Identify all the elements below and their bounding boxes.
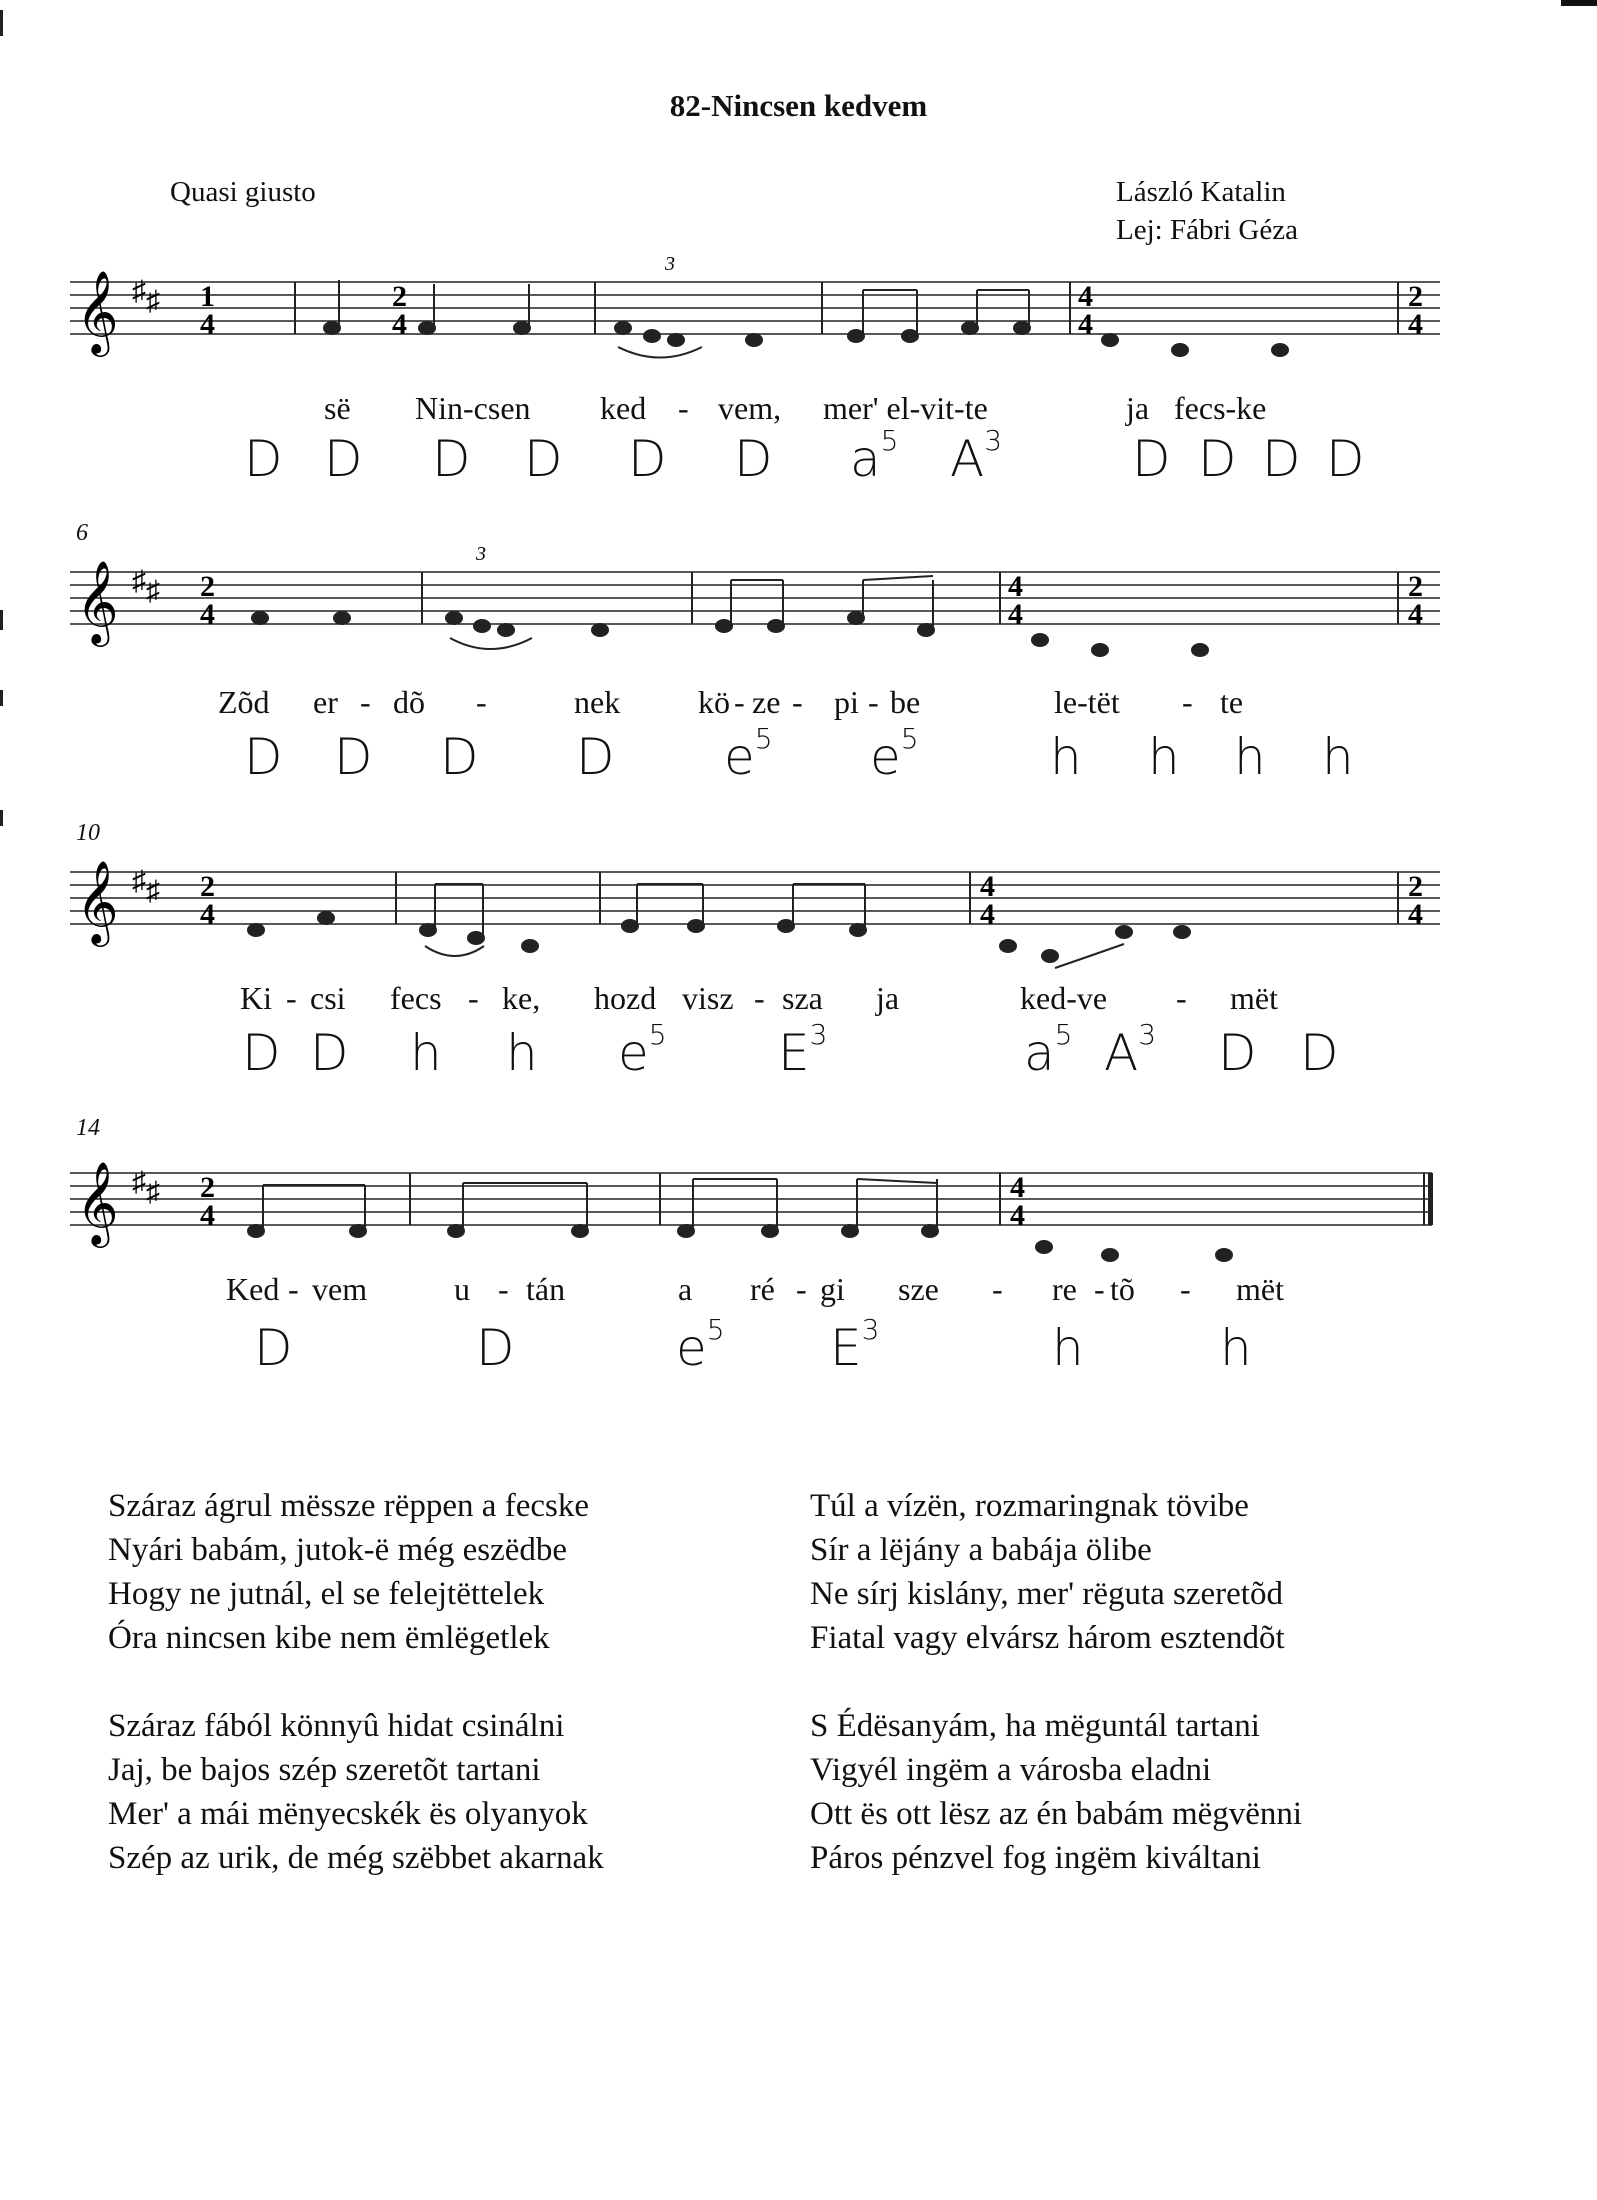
lyric-syllable: nek <box>574 684 621 720</box>
lyric-syllable: tán <box>526 1271 566 1307</box>
stanza-line: Vigyél ingëm a városba eladni <box>810 1752 1212 1788</box>
chord-symbol: h <box>506 1024 538 1082</box>
svg-text:4: 4 <box>1078 280 1093 313</box>
svg-text:4: 4 <box>1010 1199 1025 1232</box>
svg-text:4: 4 <box>1008 570 1023 603</box>
lyric-syllable: - <box>1182 684 1193 720</box>
tuplet-label: 3 <box>665 253 675 275</box>
chord-symbol: h <box>1322 728 1354 786</box>
page-title: 82-Nincsen kedvem <box>669 88 928 123</box>
stanza-line: Száraz ágrul mëssze rëppen a fecske <box>108 1488 589 1524</box>
svg-text:♯: ♯ <box>146 1177 160 1208</box>
lyric-syllable: ja <box>876 980 900 1016</box>
music-system-2 <box>70 520 1440 810</box>
svg-text:♯: ♯ <box>146 876 160 907</box>
chord-symbol: $e^5$ <box>870 722 919 786</box>
measure-number: 14 <box>76 1115 100 1141</box>
chord-symbol: h <box>1148 728 1180 786</box>
lyric-syllable: Zõd <box>218 684 270 720</box>
svg-text:♯: ♯ <box>132 566 146 597</box>
lyric-syllable: Nin-csen <box>415 390 531 426</box>
chord-symbol: h <box>1050 728 1082 786</box>
svg-text:2: 2 <box>392 280 407 313</box>
lyric-syllable: visz <box>682 980 734 1016</box>
svg-text:4: 4 <box>200 898 215 931</box>
lyric-syllable: - <box>1176 980 1187 1016</box>
staff-svg <box>70 1115 1440 1285</box>
svg-text:♯: ♯ <box>146 286 160 317</box>
lyric-syllable: Ki <box>240 980 272 1016</box>
lyric-syllable: sze <box>898 1271 939 1307</box>
lyric-syllable: - <box>498 1271 509 1307</box>
chord-symbol: $A^3$ <box>950 424 1003 488</box>
stanza-line: Ne sírj kislány, mer' rëguta szeretõd <box>810 1576 1283 1612</box>
svg-text:4: 4 <box>1408 898 1423 931</box>
chord-symbol: h <box>1234 728 1266 786</box>
lyric-syllable: ked-ve <box>1020 980 1108 1016</box>
lyric-syllable: tõ <box>1110 1271 1135 1307</box>
lyric-syllable: te <box>1220 684 1244 720</box>
lyric-syllable: dõ <box>393 684 425 720</box>
chord-symbol: $a^5$ <box>850 424 899 488</box>
scan-edge-mark <box>0 810 3 826</box>
svg-text:♯: ♯ <box>132 276 146 307</box>
stanza-line: Ott ës ott lësz az én babám mëgvënni <box>810 1796 1303 1832</box>
lyric-syllable: - <box>468 980 479 1016</box>
chord-symbol: D <box>324 430 363 488</box>
svg-text:4: 4 <box>392 308 407 341</box>
tuplet-label: 3 <box>476 543 486 565</box>
chord-symbol: $e^5$ <box>618 1018 667 1082</box>
stanza <box>108 1704 748 1880</box>
svg-text:4: 4 <box>1408 308 1423 341</box>
measure-number: 6 <box>76 520 88 546</box>
lyric-syllable: u <box>454 1271 470 1307</box>
lyric-syllable: së <box>324 390 351 426</box>
chord-symbol: D <box>476 1319 515 1377</box>
svg-text:4: 4 <box>1078 308 1093 341</box>
svg-text:𝄞: 𝄞 <box>76 269 119 353</box>
scan-edge-mark <box>0 10 3 36</box>
lyric-syllable: - <box>678 390 689 426</box>
stanza-line: Száraz fából könnyû hidat csinálni <box>108 1708 565 1744</box>
music-system-4 <box>70 1115 1440 1405</box>
scan-mark <box>1561 0 1597 6</box>
chord-symbol: h <box>1220 1319 1252 1377</box>
stanza-line: Sír a lëjány a babája ölibe <box>810 1532 1152 1568</box>
lyric-syllable: - <box>476 684 487 720</box>
lyric-syllable: vem <box>312 1271 368 1307</box>
svg-text:2: 2 <box>1408 870 1423 903</box>
transcriber-credit: Lej: Fábri Géza <box>1116 214 1298 246</box>
chord-symbol: D <box>244 430 283 488</box>
lyric-syllable: - <box>796 1271 807 1307</box>
lyric-syllable: - <box>992 1271 1003 1307</box>
chord-symbol: $E^3$ <box>778 1018 828 1082</box>
chord-symbol: D <box>254 1319 293 1377</box>
lyric-syllable: ré <box>750 1271 775 1307</box>
tempo-marking: Quasi giusto <box>170 176 316 208</box>
lyric-syllable: er <box>313 684 338 720</box>
chord-symbol: $e^5$ <box>724 722 773 786</box>
stanza-line: Szép az urik, de még szëbbet akarnak <box>108 1840 604 1876</box>
svg-text:1: 1 <box>200 280 215 313</box>
svg-text:4: 4 <box>1008 598 1023 631</box>
lyric-syllable: Ked <box>226 1271 280 1307</box>
lyric-syllable: mer' el-vit-te <box>823 390 988 426</box>
lyric-syllable: - <box>734 684 745 720</box>
stanza-line: Nyári babám, jutok-ë még eszëdbe <box>108 1532 568 1568</box>
chord-symbol: D <box>628 430 667 488</box>
chord-symbol: D <box>432 430 471 488</box>
chord-symbol: D <box>1218 1024 1257 1082</box>
svg-text:4: 4 <box>200 598 215 631</box>
lyric-syllable: a <box>678 1271 693 1307</box>
lyric-syllable: - <box>360 684 371 720</box>
chord-symbol: D <box>1300 1024 1339 1082</box>
lyric-syllable: fecs <box>390 980 442 1016</box>
staff-svg <box>70 820 1440 990</box>
stanza-line: Túl a vízën, rozmaringnak tövibe <box>810 1488 1249 1524</box>
lyric-syllable: ze <box>752 684 781 720</box>
chord-symbol: $e^5$ <box>676 1313 725 1377</box>
svg-text:𝄞: 𝄞 <box>76 559 119 643</box>
lyric-syllable: fecs-ke <box>1174 390 1267 426</box>
stanza <box>810 1484 1450 1660</box>
lyric-syllable: - <box>792 684 803 720</box>
lyric-syllable: - <box>1180 1271 1191 1307</box>
chord-symbol: D <box>1326 430 1365 488</box>
chord-symbol: D <box>1262 430 1301 488</box>
lyric-syllable: - <box>288 1271 299 1307</box>
lyric-syllable: - <box>754 980 765 1016</box>
svg-text:♯: ♯ <box>132 866 146 897</box>
svg-text:4: 4 <box>1010 1171 1025 1204</box>
chord-symbol: D <box>1198 430 1237 488</box>
stanza-line: Hogy ne jutnál, el se felejtëttelek <box>108 1576 545 1612</box>
lyric-syllable: - <box>286 980 297 1016</box>
lyric-syllable: le-tët <box>1054 684 1120 720</box>
svg-text:4: 4 <box>980 870 995 903</box>
chord-symbol: D <box>244 728 283 786</box>
chord-symbol: D <box>734 430 773 488</box>
lyric-syllable: mët <box>1230 980 1278 1016</box>
svg-text:4: 4 <box>980 898 995 931</box>
svg-text:𝄞: 𝄞 <box>76 859 119 943</box>
music-system-3 <box>70 820 1440 1110</box>
svg-text:4: 4 <box>200 1199 215 1232</box>
lyric-syllable: ked <box>600 390 647 426</box>
stanza-line: Mer' a mái mënyecskék ës olyanyok <box>108 1796 588 1832</box>
chord-symbol: $E^3$ <box>830 1313 880 1377</box>
svg-text:2: 2 <box>1408 280 1423 313</box>
stanza-line: Jaj, be bajos szép szeretõt tartani <box>108 1752 541 1788</box>
svg-text:2: 2 <box>200 870 215 903</box>
lyric-syllable: gi <box>820 1271 845 1307</box>
stanza-line: Fiatal vagy elvársz három esztendõt <box>810 1620 1285 1656</box>
svg-text:2: 2 <box>200 1171 215 1204</box>
lyric-syllable: - <box>868 684 879 720</box>
author-credit: László Katalin <box>1116 176 1286 208</box>
scan-edge-mark <box>0 690 3 706</box>
chord-symbol: D <box>1132 430 1171 488</box>
lyric-syllable: kö <box>698 684 730 720</box>
lyric-syllable: ke, <box>502 980 541 1016</box>
chord-symbol: D <box>576 728 615 786</box>
lyric-syllable: csi <box>310 980 346 1016</box>
music-system-1 <box>70 240 1440 500</box>
chord-symbol: D <box>242 1024 281 1082</box>
lyric-syllable: - <box>1094 1271 1105 1307</box>
lyric-syllable: mët <box>1236 1271 1284 1307</box>
chord-symbol: D <box>310 1024 349 1082</box>
scan-edge-mark <box>0 610 3 630</box>
lyric-syllable: re <box>1052 1271 1077 1307</box>
measure-number: 10 <box>76 820 100 846</box>
stanza-line: Óra nincsen kibe nem ëmlëgetlek <box>108 1620 550 1656</box>
svg-text:4: 4 <box>200 308 215 341</box>
lyric-syllable: pi <box>834 684 859 720</box>
chord-symbol: h <box>1052 1319 1084 1377</box>
stanza <box>108 1484 748 1660</box>
svg-text:𝄞: 𝄞 <box>76 1160 119 1244</box>
stanza <box>810 1704 1450 1880</box>
chord-symbol: $A^3$ <box>1104 1018 1157 1082</box>
stanza-line: Páros pénzvel fog ingëm kiváltani <box>810 1840 1261 1876</box>
lyric-syllable: vem, <box>718 390 782 426</box>
lyric-syllable: sza <box>782 980 823 1016</box>
lyric-syllable: hozd <box>594 980 657 1016</box>
staff-svg <box>70 240 1440 400</box>
chord-symbol: h <box>410 1024 442 1082</box>
svg-text:2: 2 <box>1408 570 1423 603</box>
chord-symbol: D <box>524 430 563 488</box>
stanza-line: S Édësanyám, ha mëguntál tartani <box>810 1708 1260 1744</box>
svg-text:2: 2 <box>200 570 215 603</box>
svg-text:4: 4 <box>1408 598 1423 631</box>
lyric-syllable: be <box>890 684 921 720</box>
lyric-syllable: ja <box>1126 390 1150 426</box>
chord-symbol: D <box>334 728 373 786</box>
svg-text:♯: ♯ <box>146 576 160 607</box>
staff-svg <box>70 520 1440 690</box>
stanzas-right <box>810 1484 1450 1924</box>
chord-symbol: $a^5$ <box>1024 1018 1073 1082</box>
svg-text:♯: ♯ <box>132 1167 146 1198</box>
stanzas-left <box>108 1484 748 1924</box>
chord-symbol: D <box>440 728 479 786</box>
